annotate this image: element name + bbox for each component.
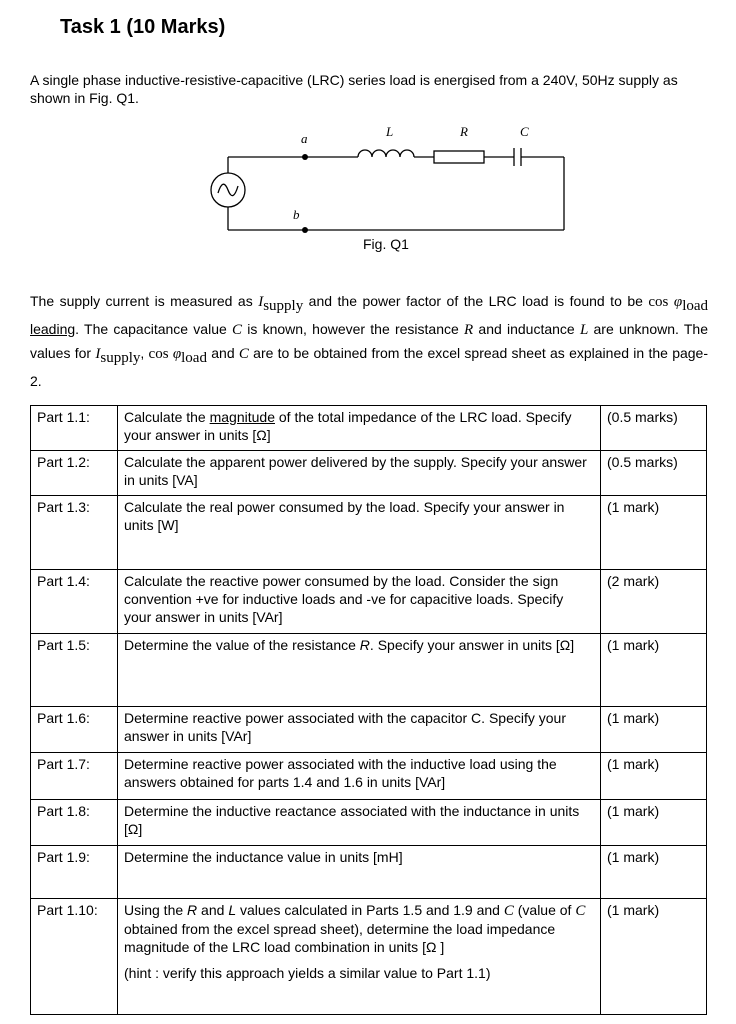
part-marks: (1 mark) <box>601 707 707 753</box>
terminal-b <box>302 227 308 233</box>
part-label: Part 1.6: <box>31 707 118 753</box>
label-L: L <box>386 124 394 139</box>
label-b: b <box>293 207 300 222</box>
part-label: Part 1.9: <box>31 846 118 899</box>
part-question: Determine the inductance value in units [mH] <box>118 846 601 899</box>
terminal-a <box>302 154 308 160</box>
table-row <box>31 899 707 1015</box>
part-marks: (0.5 marks) <box>601 406 707 451</box>
table-row <box>31 406 707 451</box>
part-marks: (1 mark) <box>601 753 707 800</box>
hint-text: (hint : verify this approach yields a similar value to Part 1.1) <box>124 965 491 981</box>
table-row <box>31 496 707 570</box>
part-marks: (1 mark) <box>601 846 707 899</box>
label-C: C <box>520 124 529 139</box>
table-row <box>31 451 707 496</box>
part-question: Determine the inductive reactance associated with the inductance in units [Ω] <box>118 800 601 846</box>
table-row <box>31 800 707 846</box>
task-title: Task 1 (10 Marks) <box>60 16 226 38</box>
part-label: Part 1.7: <box>31 753 118 800</box>
intro-paragraph: A single phase inductive-resistive-capacitive (LRC) series load is energised from a 240V, 50Hz supply as shown in Fig. Q1. <box>30 72 678 106</box>
part-label: Part 1.4: <box>31 570 118 634</box>
table-row <box>31 570 707 634</box>
description-paragraph: The supply current is measured as $I_{supply}$ and the power factor of the LRC load is found to be $\cos \varphi_{load}$ leading. The capacitance value C is known, however the resistance R and inductance L are unknown. The values for $I_{supply}$, $\cos \varphi_{load}$ and C are to be obtained from the excel spread sheet as explained in the page-2. <box>30 293 709 389</box>
part-marks: (1 mark) <box>601 899 707 1015</box>
part-question: Calculate the apparent power delivered by the supply. Specify your answer in units [VA] <box>118 451 601 496</box>
part-marks: (1 mark) <box>601 496 707 570</box>
part-label: Part 1.2: <box>31 451 118 496</box>
circuit-diagram <box>200 120 580 260</box>
part-label: Part 1.5: <box>31 634 118 707</box>
table-row <box>31 846 707 899</box>
parts-table <box>30 405 707 1015</box>
table-row <box>31 634 707 707</box>
table-row <box>31 753 707 800</box>
table-row <box>31 707 707 753</box>
part-marks: (0.5 marks) <box>601 451 707 496</box>
part-marks: (1 mark) <box>601 634 707 707</box>
part-question: Determine reactive power associated with the inductive load using the answers obtained for parts 1.4 and 1.6 in units [VAr] <box>118 753 601 800</box>
part-question: Determine the value of the resistance R. Specify your answer in units [Ω] <box>118 634 601 707</box>
part-label: Part 1.3: <box>31 496 118 570</box>
part-question: Calculate the real power consumed by the load. Specify your answer in units [W] <box>118 496 601 570</box>
label-R: R <box>460 124 468 139</box>
part-label: Part 1.8: <box>31 800 118 846</box>
part-question: Calculate the magnitude of the total impedance of the LRC load. Specify your answer in units [Ω] <box>118 406 601 451</box>
figure-caption: Fig. Q1 <box>363 236 409 252</box>
part-label: Part 1.1: <box>31 406 118 451</box>
part-marks: (2 mark) <box>601 570 707 634</box>
part-marks: (1 mark) <box>601 800 707 846</box>
part-question: Determine reactive power associated with the capacitor C. Specify your answer in units [VAr] <box>118 707 601 753</box>
part-label: Part 1.10: <box>31 899 118 1015</box>
part-question: Calculate the reactive power consumed by the load. Consider the sign convention +ve for inductive loads and -ve for capacitive loads. Specify your answer in units [VAr] <box>118 570 601 634</box>
label-a: a <box>301 131 308 146</box>
part-question: Using the R and L values calculated in Parts 1.5 and 1.9 and C (value of C obtained from the excel spread sheet), determine the load impedance magnitude of the LRC load combination in units [Ω ] (hint : verify this approach yields a similar value to Part 1.1) <box>118 899 601 1015</box>
